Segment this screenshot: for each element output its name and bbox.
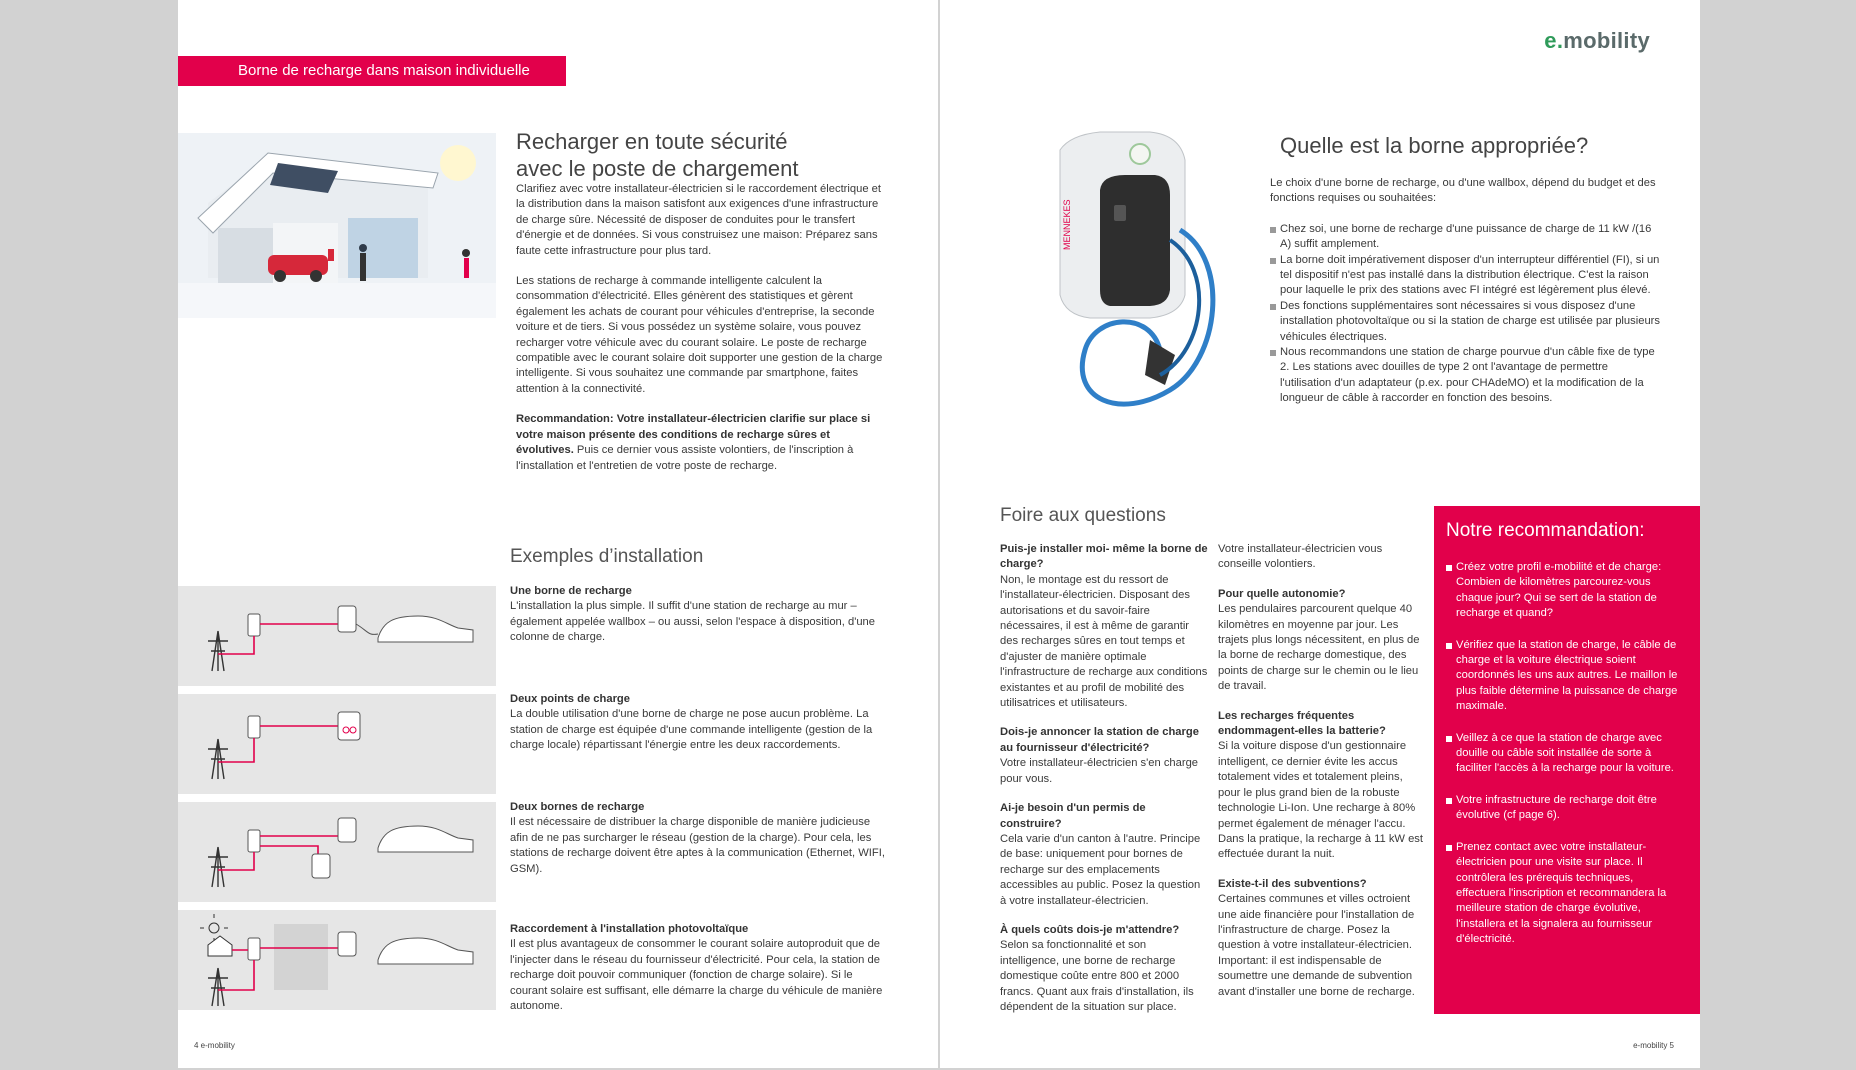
bullet-item: Des fonctions supplémentaires sont nécessaires si vous disposez d'une installation photovoltaïque ou si la station de charge est utilisée par plusieurs véhicules électriques.	[1270, 299, 1662, 345]
recommendation-title: Notre recommandation:	[1446, 520, 1645, 541]
recommendation-box	[1434, 506, 1700, 1014]
faq-item: À quels coûts dois-je m'attendre? Selon sa fonctionnalité et son intelligence, une borne de recharge domestique coûte entre 800 et 2000 francs. Quant aux frais d'installation, ils dépendent de la situation sur place.	[1000, 923, 1194, 1013]
recommendation-item: Veillez à ce que la station de charge avec douille ou câble soit installée de sorte à faciliter l'accès à la recharge pour la voiture.	[1446, 731, 1684, 777]
right-page	[940, 0, 1700, 1068]
faq-item: Pour quelle autonomie? Les pendulaires parcourent quelque 40 kilomètres en moyenne par jour. Les trajets plus longs nécessitent, en plus de la borne de recharge domestique, des points de charge sur le chemin ou le lieu de travail.	[1218, 587, 1420, 693]
example-3-text: Deux bornes de recharge Il est nécessaire de distribuer la charge disponible de manière judicieuse afin de ne pas surcharger le réseau (gestion de la charge). Pour cela, les stations de recharge doivent être aptes à la communication (Ethernet, WIFI, GSM).	[510, 801, 885, 875]
wallbox-image	[1030, 120, 1230, 440]
example-diagram-4	[178, 910, 496, 1010]
example-diagram-2	[178, 694, 496, 794]
selection-bullets	[1270, 222, 1662, 407]
photovoltaic-diagram	[178, 910, 496, 1010]
selection-intro: Le choix d'une borne de recharge, ou d'une wallbox, dépend du budget et des fonctions requises ou souhaitées:	[1270, 177, 1656, 205]
page-footer-right: e-mobility 5	[1633, 1041, 1674, 1050]
page-title: Recharger en toute sécurité avec le poste de chargement	[516, 129, 799, 181]
example-diagram-1	[178, 586, 496, 686]
house-illustration	[178, 133, 496, 318]
example-2-text: Deux points de charge La double utilisation d'une borne de charge ne pose aucun problème. La station de charge est équipée d'une commande intelligente (gestion de la charge locale) répartissant l'énergie entre les deux raccordements.	[510, 693, 873, 752]
emobility-logo: e.mobility	[1544, 28, 1650, 53]
bullet-item: Chez soi, une borne de recharge d'une puissance de charge de 11 kW /(16 A) suffit amplement.	[1270, 222, 1662, 253]
faq-item: Puis-je installer moi- même la borne de charge? Non, le montage est du ressort de l'installateur-électricien. Disposant des autorisations et du savoir-faire nécessaires, il est à même de garantir des recharges sûres en tout temps et d'ajuster de manière optimale l'infrastructure de recharge aux conditions existantes et au profil de mobilité des utilisatrices et utilisateurs.	[1000, 543, 1208, 710]
bullet-item: La borne doit impérativement disposer d'un interrupteur différentiel (FI), si un tel dispositif n'est pas installé dans la distribution électrique. C'est la raison pour laquelle le prix des stations avec FI intégré est légèrement plus élevé.	[1270, 253, 1662, 299]
selection-text	[1270, 176, 1662, 407]
recommendation-paragraph: Recommandation: Votre installateur-électricien clarifie sur place si votre maison présente des conditions de recharge sûres et évolutives. Puis ce dernier vous assiste volontiers, de l'inscription à l'installation et l'entretien de votre poste de recharge.	[516, 413, 871, 472]
example-4-text: Raccordement à l'installation photovoltaïque Il est plus avantageux de consommer le courant solaire autoproduit que de l'injecter dans le réseau du fournisseur d'électricité. Pour cela, la station de recharge doit pouvoir communiquer (fonction de charge solaire). Si le courant solaire est suffisant, elle démarre la charge du véhicule de manière autonome.	[510, 923, 883, 1013]
recommendation-item: Vérifiez que la station de charge, le câble de charge et la voiture électrique soient coordonnés les uns aux autres. Le maillon le plus faible détermine la puissance de charge maximale.	[1446, 638, 1684, 715]
two-chargers-diagram	[178, 802, 496, 902]
example-1-text: Une borne de recharge L'installation la plus simple. Il suffit d'une station de recharge au mur – également appelée wallbox – ou aussi, selon l'espace à disposition, d'une colonne de charge.	[510, 585, 876, 644]
recommendation-item: Créez votre profil e-mobilité et de charge: Combien de kilomètres parcourez-vous chaque jour? Qui se sert de la station de recharge et quand?	[1446, 560, 1684, 622]
faq-item: Dois-je annoncer la station de charge au fournisseur d'électricité? Votre installateur-électricien s'en charge pour vous.	[1000, 726, 1199, 785]
faq-item: Votre installateur-électricien vous conseille volontiers.	[1218, 543, 1383, 571]
house-garage-image	[178, 133, 496, 318]
examples-title: Exemples d’installation	[510, 546, 704, 567]
bullet-item: Nous recommandons une station de charge pourvue d'un câble fixe de type 2. Les stations avec douilles de type 2 ont l'avantage de permettre l'utilisation d'un adaptateur (p.ex. pour CHAdeMO) et la modification de la longueur de câble à raccorder en fonction des besoins.	[1270, 345, 1662, 407]
wallbox-charger-photo	[1030, 120, 1230, 440]
intro-text	[516, 182, 884, 489]
faq-column-1	[1000, 542, 1208, 1029]
single-charger-diagram	[178, 586, 496, 686]
intro-paragraph-1: Clarifiez avec votre installateur-électricien si le raccordement électrique et la distribution dans la maison satisfont aux exigences d'une infrastructure de charge sûre. Nécessité de disposer de conduites pour le transfert d'énergie et de données. Si vous construisez une maison: Préparez sans faute cette infrastructure pour plus tard.	[516, 183, 881, 257]
faq-title: Foire aux questions	[1000, 505, 1166, 526]
example-diagram-3	[178, 802, 496, 902]
recommendation-item: Votre infrastructure de recharge doit être évolutive (cf page 6).	[1446, 793, 1684, 824]
intro-paragraph-2: Les stations de recharge à commande intelligente calculent la consommation d'électricité. Elles génèrent des statistiques et gèrent également les achats de courant pour véhicules d'entreprise, la seconde voiture et de tiers. Si vous possédez un système solaire, vous pouvez recharger votre véhicule avec du courant solaire. Le poste de recharge compatible avec le courant solaire doit supporter une gestion de la charge intelligente. Si vous souhaitez une commande par smartphone, faites attention à la connectivité.	[516, 275, 883, 395]
page-footer-left: 4 e-mobility	[194, 1041, 235, 1050]
section-banner: Borne de recharge dans maison individuelle	[178, 56, 566, 86]
faq-column-2	[1218, 542, 1424, 1014]
faq-item: Ai-je besoin d'un permis de construire? Cela varie d'un canton à l'autre. Principe de base: uniquement pour bornes de recharge sur des emplacements accessibles au public. Posez la question à votre installateur-électricien.	[1000, 802, 1201, 907]
left-page	[178, 0, 938, 1068]
recommendation-list	[1446, 560, 1684, 948]
two-points-diagram	[178, 694, 496, 794]
charger-brand-label: MENNEKES	[1062, 199, 1072, 250]
faq-item: Les recharges fréquentes endommagent-elles la batterie? Si la voiture dispose d'un gestionnaire intelligent, ce dernier évite les accus totalement vides et totalement pleins, pour le plus grand bien de la robuste technologie Li-Ion. Une recharge à 80% permet également de ménager l'accu. Dans la pratique, la recharge à 11 kW est effectuée durant la nuit.	[1218, 709, 1424, 861]
recommendation-item: Prenez contact avec votre installateur-électricien pour une visite sur place. Il contrôlera les prérequis techniques, effectuera l'inscription et recommandera la meilleure station de charge évolutive, l'installera et la signalera au fournisseur d'électricité.	[1446, 840, 1684, 948]
faq-item: Existe-t-il des subventions? Certaines communes et villes octroient une aide financière pour l'installation de l'infrastructure de charge. Posez la question à votre installateur-électricien. Important: il est indispensable de soumettre une demande de subvention avant d'installer une borne de recharge.	[1218, 877, 1415, 998]
section-title: Quelle est la borne appropriée?	[1280, 133, 1589, 158]
